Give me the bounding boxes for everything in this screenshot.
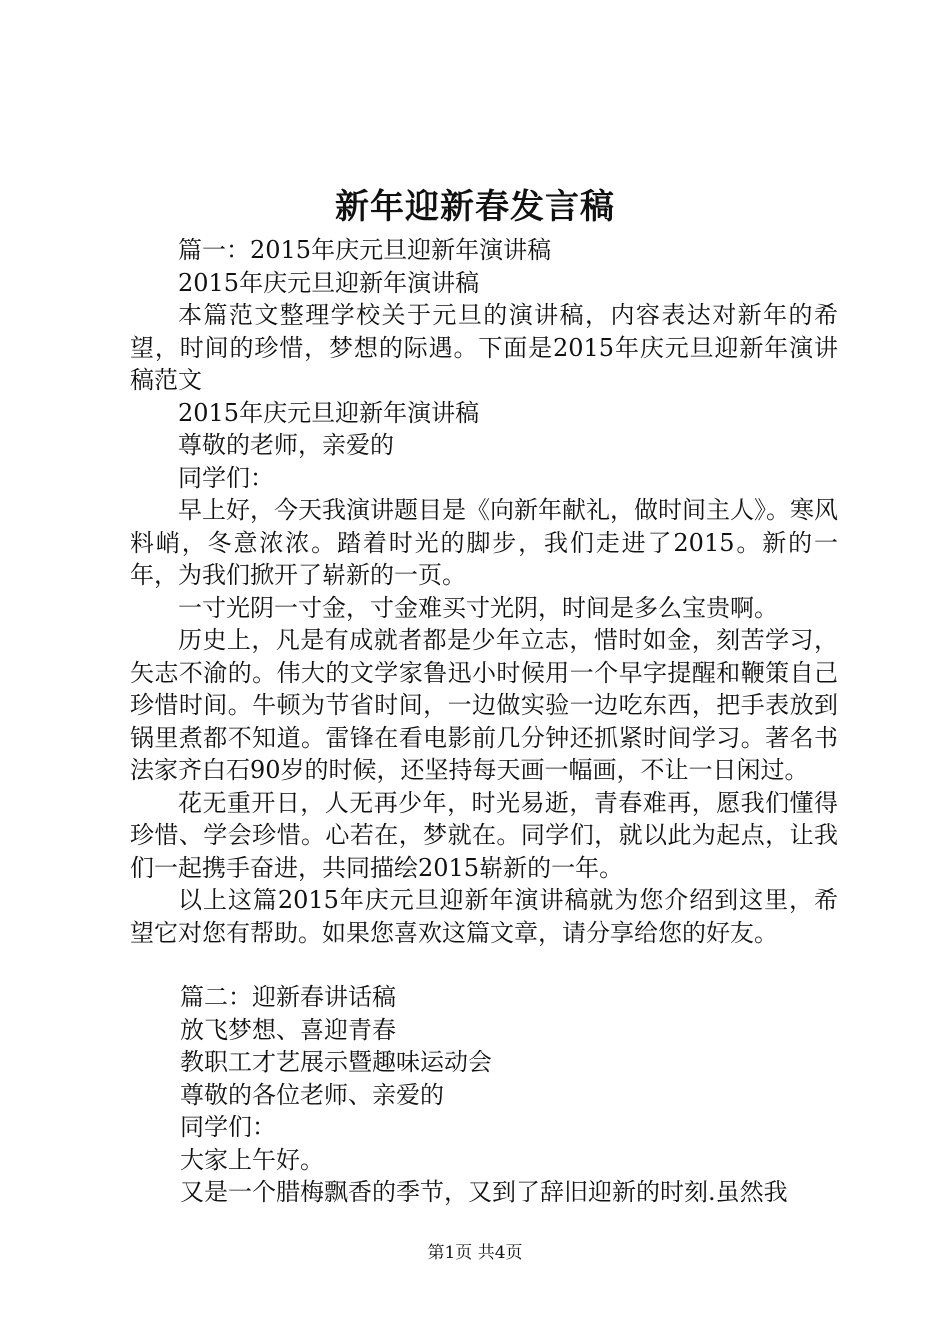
section2-line-2: 教职工才艺展示暨趣味运动会 xyxy=(180,1048,492,1076)
section1-subtitle2: 2015年庆元旦迎新年演讲稿 xyxy=(178,398,480,427)
section1-subtitle: 2015年庆元旦迎新年演讲稿 xyxy=(178,268,480,297)
section2-line-4: 同学们： xyxy=(180,1113,276,1141)
section1-heading: 篇一：2015年庆元旦迎新年演讲稿 xyxy=(178,236,552,264)
section1-paragraph-1: 早上好，今天我演讲题目是《向新年献礼，做时间主人》。寒风料峭，冬意浓浓。踏着时光的脚步，我们走进了2015。新的一年，为我们掀开了崭新的一页。 xyxy=(130,496,838,589)
section1-intro: 本篇范文整理学校关于元旦的演讲稿，内容表达对新年的希望，时间的珍惜，梦想的际遇。下面是2015年庆元旦迎新年演讲稿范文 xyxy=(130,301,838,394)
section1-paragraph-2: 一寸光阴一寸金，寸金难买寸光阴，时间是多么宝贵啊。 xyxy=(178,593,778,622)
section1-paragraph-5: 以上这篇2015年庆元旦迎新年演讲稿就为您介绍到这里，希望它对您有帮助。如果您喜欢这篇文章，请分享给您的好友。 xyxy=(130,886,838,947)
document-body xyxy=(130,234,838,1209)
section1-greeting1: 尊敬的老师，亲爱的 xyxy=(178,431,394,459)
section1-greeting2: 同学们： xyxy=(178,463,274,492)
section1-paragraph-4: 花无重开日，人无再少年，时光易逝，青春难再，愿我们懂得珍惜、学会珍惜。心若在，梦就在。同学们，就以此为起点，让我们一起携手奋进，共同描绘2015崭新的一年。 xyxy=(130,788,838,882)
page-number-footer: 第1页 共4页 xyxy=(427,1243,523,1263)
section2-line-6: 又是一个腊梅飘香的季节，又到了辞旧迎新的时刻.虽然我 xyxy=(180,1178,788,1206)
section-gap xyxy=(130,949,838,981)
section2-line-5: 大家上午好。 xyxy=(180,1145,324,1174)
section2-line-3: 尊敬的各位老师、亲爱的 xyxy=(180,1080,444,1109)
section2-heading: 篇二：迎新春讲话稿 xyxy=(180,983,396,1011)
document-title: 新年迎新春发言稿 xyxy=(335,187,615,227)
section2-line-1: 放飞梦想、喜迎青春 xyxy=(180,1015,396,1044)
section1-paragraph-3: 历史上，凡是有成就者都是少年立志，惜时如金，刻苦学习，矢志不渝的。伟大的文学家鲁迅小时候用一个早字提醒和鞭策自己珍惜时间。牛顿为节省时间，一边做实验一边吃东西，把手表放到锅里煮都不知道。雷锋在看电影前几分钟还抓紧时间学习。著名书法家齐白石90岁的时候，还坚持每天画一幅画，不让一日闲过。 xyxy=(130,626,838,784)
